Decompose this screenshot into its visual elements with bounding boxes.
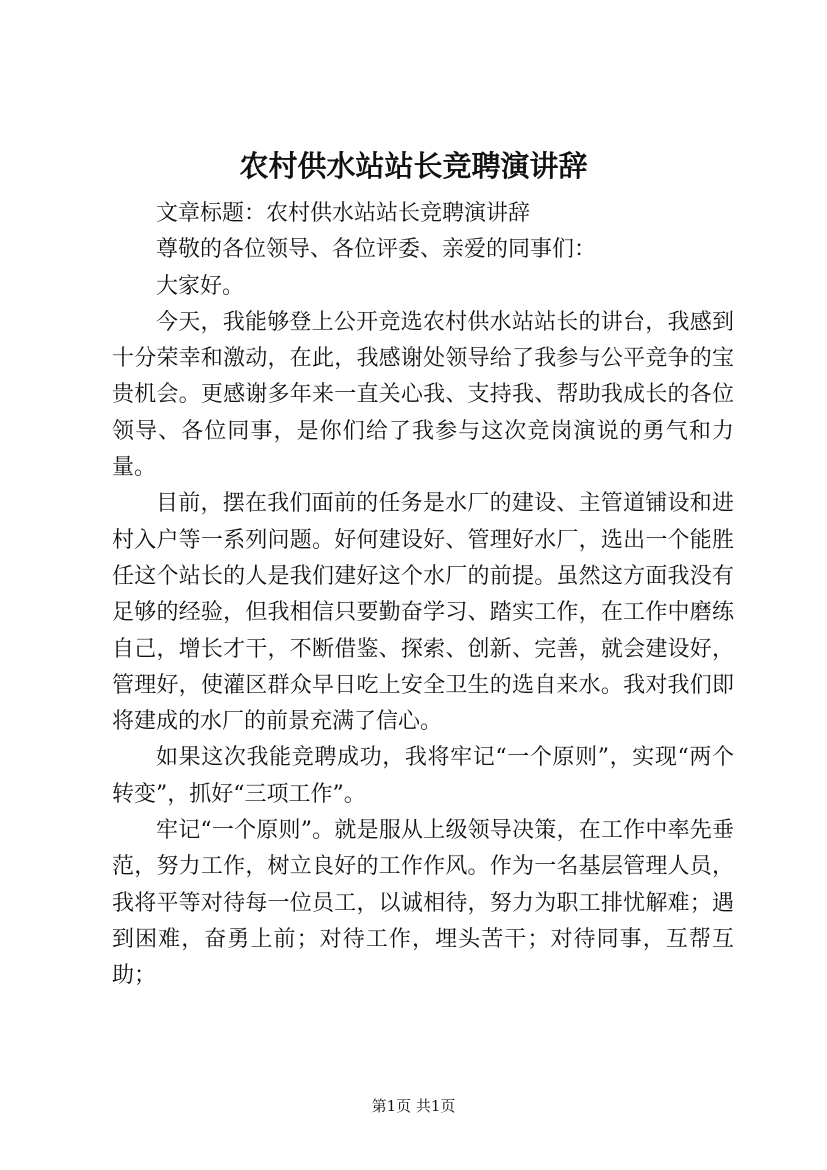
paragraph-commitments: 如果这次我能竞聘成功，我将牢记“一个原则”，实现“两个转变”，抓好“三项工作”。 — [112, 745, 734, 807]
document-title: 农村供水站站长竞聘演讲辞 — [239, 149, 588, 183]
page-footer: 第1页 共1页 — [371, 1097, 456, 1115]
paragraph-greeting: 大家好。 — [156, 273, 245, 299]
paragraph-opening: 今天，我能够登上公开竞选农村供水站站长的讲台，我感到十分荣幸和激动，在此，我感谢处领导给了我参与公平竞争的宝贵机会。更感谢多年来一直关心我、支持我、帮助我成长的各位领导、各位同事，是你们给了我参与这次竞岗演说的勇气和力量。 — [112, 309, 734, 481]
paragraph-salutation: 尊敬的各位领导、各位评委、亲爱的同事们： — [156, 237, 597, 263]
paragraph-one-principle: 牢记“一个原则”。就是服从上级领导决策，在工作中率先垂范，努力工作，树立良好的工作作风。作为一名基层管理人员，我将平等对待每一位员工，以诚相待，努力为职工排忧解难；遇到困难，奋勇上前；对待工作，埋头苦干；对待同事，互帮互助； — [112, 818, 734, 989]
document-body — [112, 196, 734, 995]
paragraph-current-tasks: 目前，摆在我们面前的任务是水厂的建设、主管道铺设和进村入户等一系列问题。好何建设好、管理好水厂，选出一个能胜任这个站长的人是我们建好这个水厂的前提。虽然这方面我没有足够的经验，但我相信只要勤奋学习、踏实工作，在工作中磨练自己，增长才干，不断借鉴、探索、创新、完善，就会建设好，管理好，使灌区群众早日吃上安全卫生的选自来水。我对我们即将建成的水厂的前景充满了信心。 — [112, 491, 734, 735]
paragraph-article-title: 文章标题：农村供水站站长竞聘演讲辞 — [156, 201, 531, 226]
